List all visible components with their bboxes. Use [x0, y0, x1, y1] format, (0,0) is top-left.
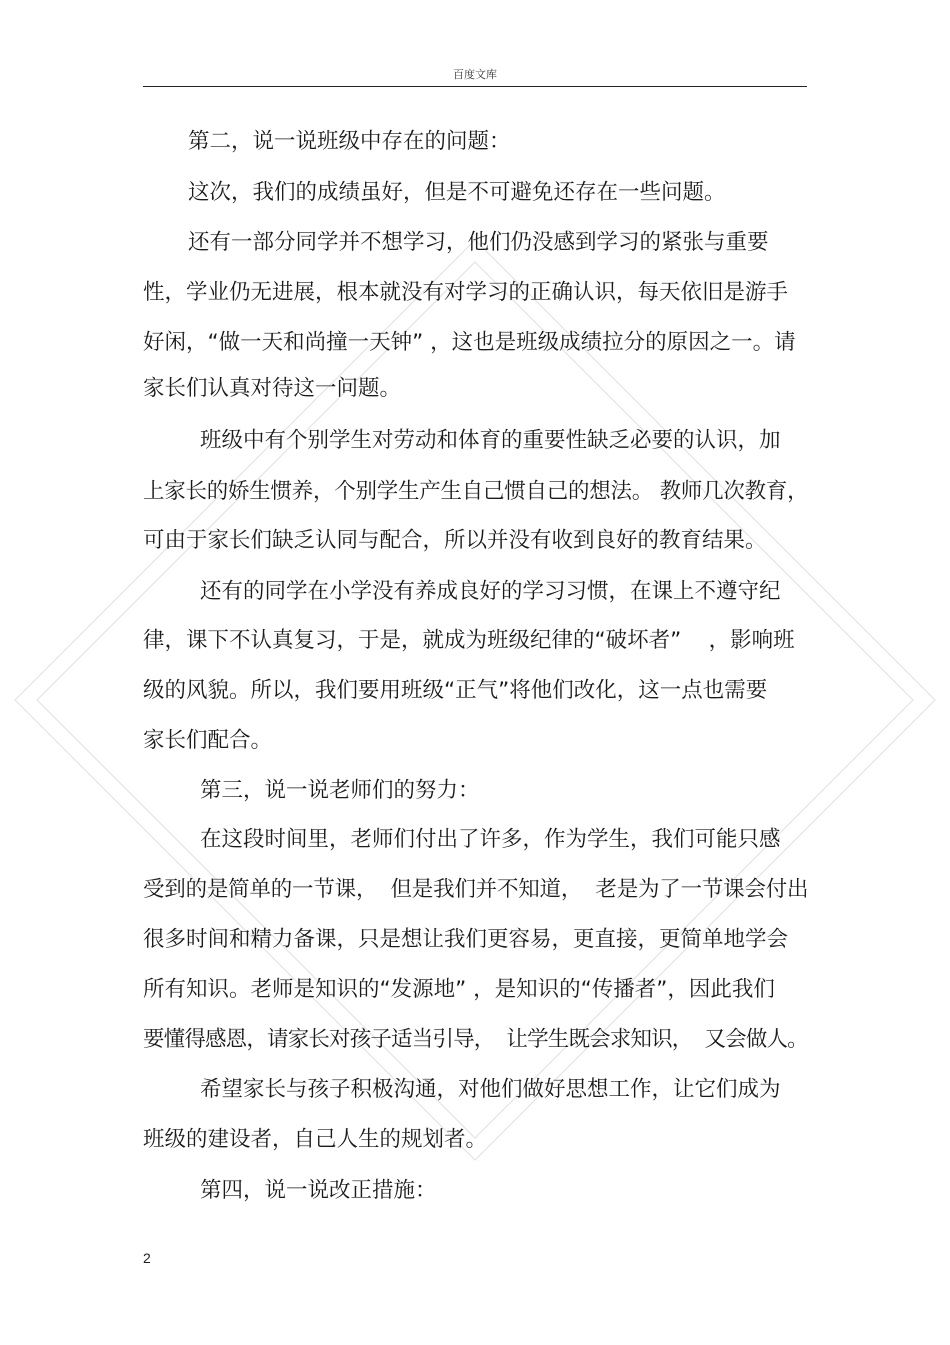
- paragraph-line: 家长们配合。: [143, 728, 273, 753]
- paragraph-line: 上家长的娇生惯养，个别学生产生自己惯自己的想法。 教师几次教育，: [143, 479, 809, 504]
- page-header: 百度文库: [453, 68, 497, 81]
- header-divider: [143, 86, 807, 87]
- paragraph-line: 很多时间和精力备课，只是想让我们更容易，更直接，更简单地学会: [143, 927, 789, 952]
- paragraph-line: 这次，我们的成绩虽好，但是不可避免还存在一些问题。: [188, 180, 726, 205]
- paragraph-line: 好闲，“做一天和尚撞一天钟” ，这也是班级成绩拉分的原因之一。请: [143, 330, 796, 355]
- paragraph-line: 家长们认真对待这一问题。: [143, 376, 402, 401]
- paragraph-line: 还有的同学在小学没有养成良好的学习习惯，在课上不遵守纪: [200, 579, 781, 604]
- paragraph-line: 要懂得感恩，请家长对孩子适当引导， 让学生既会求知识， 又会做人。: [143, 1027, 808, 1052]
- paragraph-line: 性，学业仍无进展，根本就没有对学习的正确认识，每天依旧是游手: [143, 280, 789, 305]
- paragraph-line: 可由于家长们缺乏认同与配合，所以并没有收到良好的教育结果。: [143, 528, 767, 553]
- section-heading: 第四，说一说改正措施：: [200, 1178, 437, 1203]
- section-heading: 第三，说一说老师们的努力：: [200, 778, 480, 803]
- paragraph-line: 律，课下不认真复习，于是，就成为班级纪律的“破坏者” ，影响班: [143, 628, 795, 653]
- section-heading: 第二，说一说班级中存在的问题：: [188, 129, 511, 154]
- paragraph-line: 受到的是简单的一节课， 但是我们并不知道， 老是为了一节课会付出: [143, 877, 809, 902]
- paragraph-line: 还有一部分同学并不想学习，他们仍没感到学习的紧张与重要: [188, 230, 769, 255]
- paragraph-line: 所有知识。老师是知识的“发源地” ，是知识的“传播者”，因此我们: [143, 977, 775, 1002]
- paragraph-line: 班级中有个别学生对劳动和体育的重要性缺乏必要的认识，加: [200, 428, 781, 453]
- paragraph-line: 班级的建设者，自己人生的规划者。: [143, 1127, 488, 1152]
- page-number: 2: [143, 1250, 151, 1266]
- paragraph-line: 在这段时间里，老师们付出了许多，作为学生，我们可能只感: [200, 827, 781, 852]
- paragraph-line: 希望家长与孩子积极沟通，对他们做好思想工作，让它们成为: [200, 1077, 781, 1102]
- paragraph-line: 级的风貌。所以，我们要用班级“正气”将他们改化，这一点也需要: [143, 678, 768, 703]
